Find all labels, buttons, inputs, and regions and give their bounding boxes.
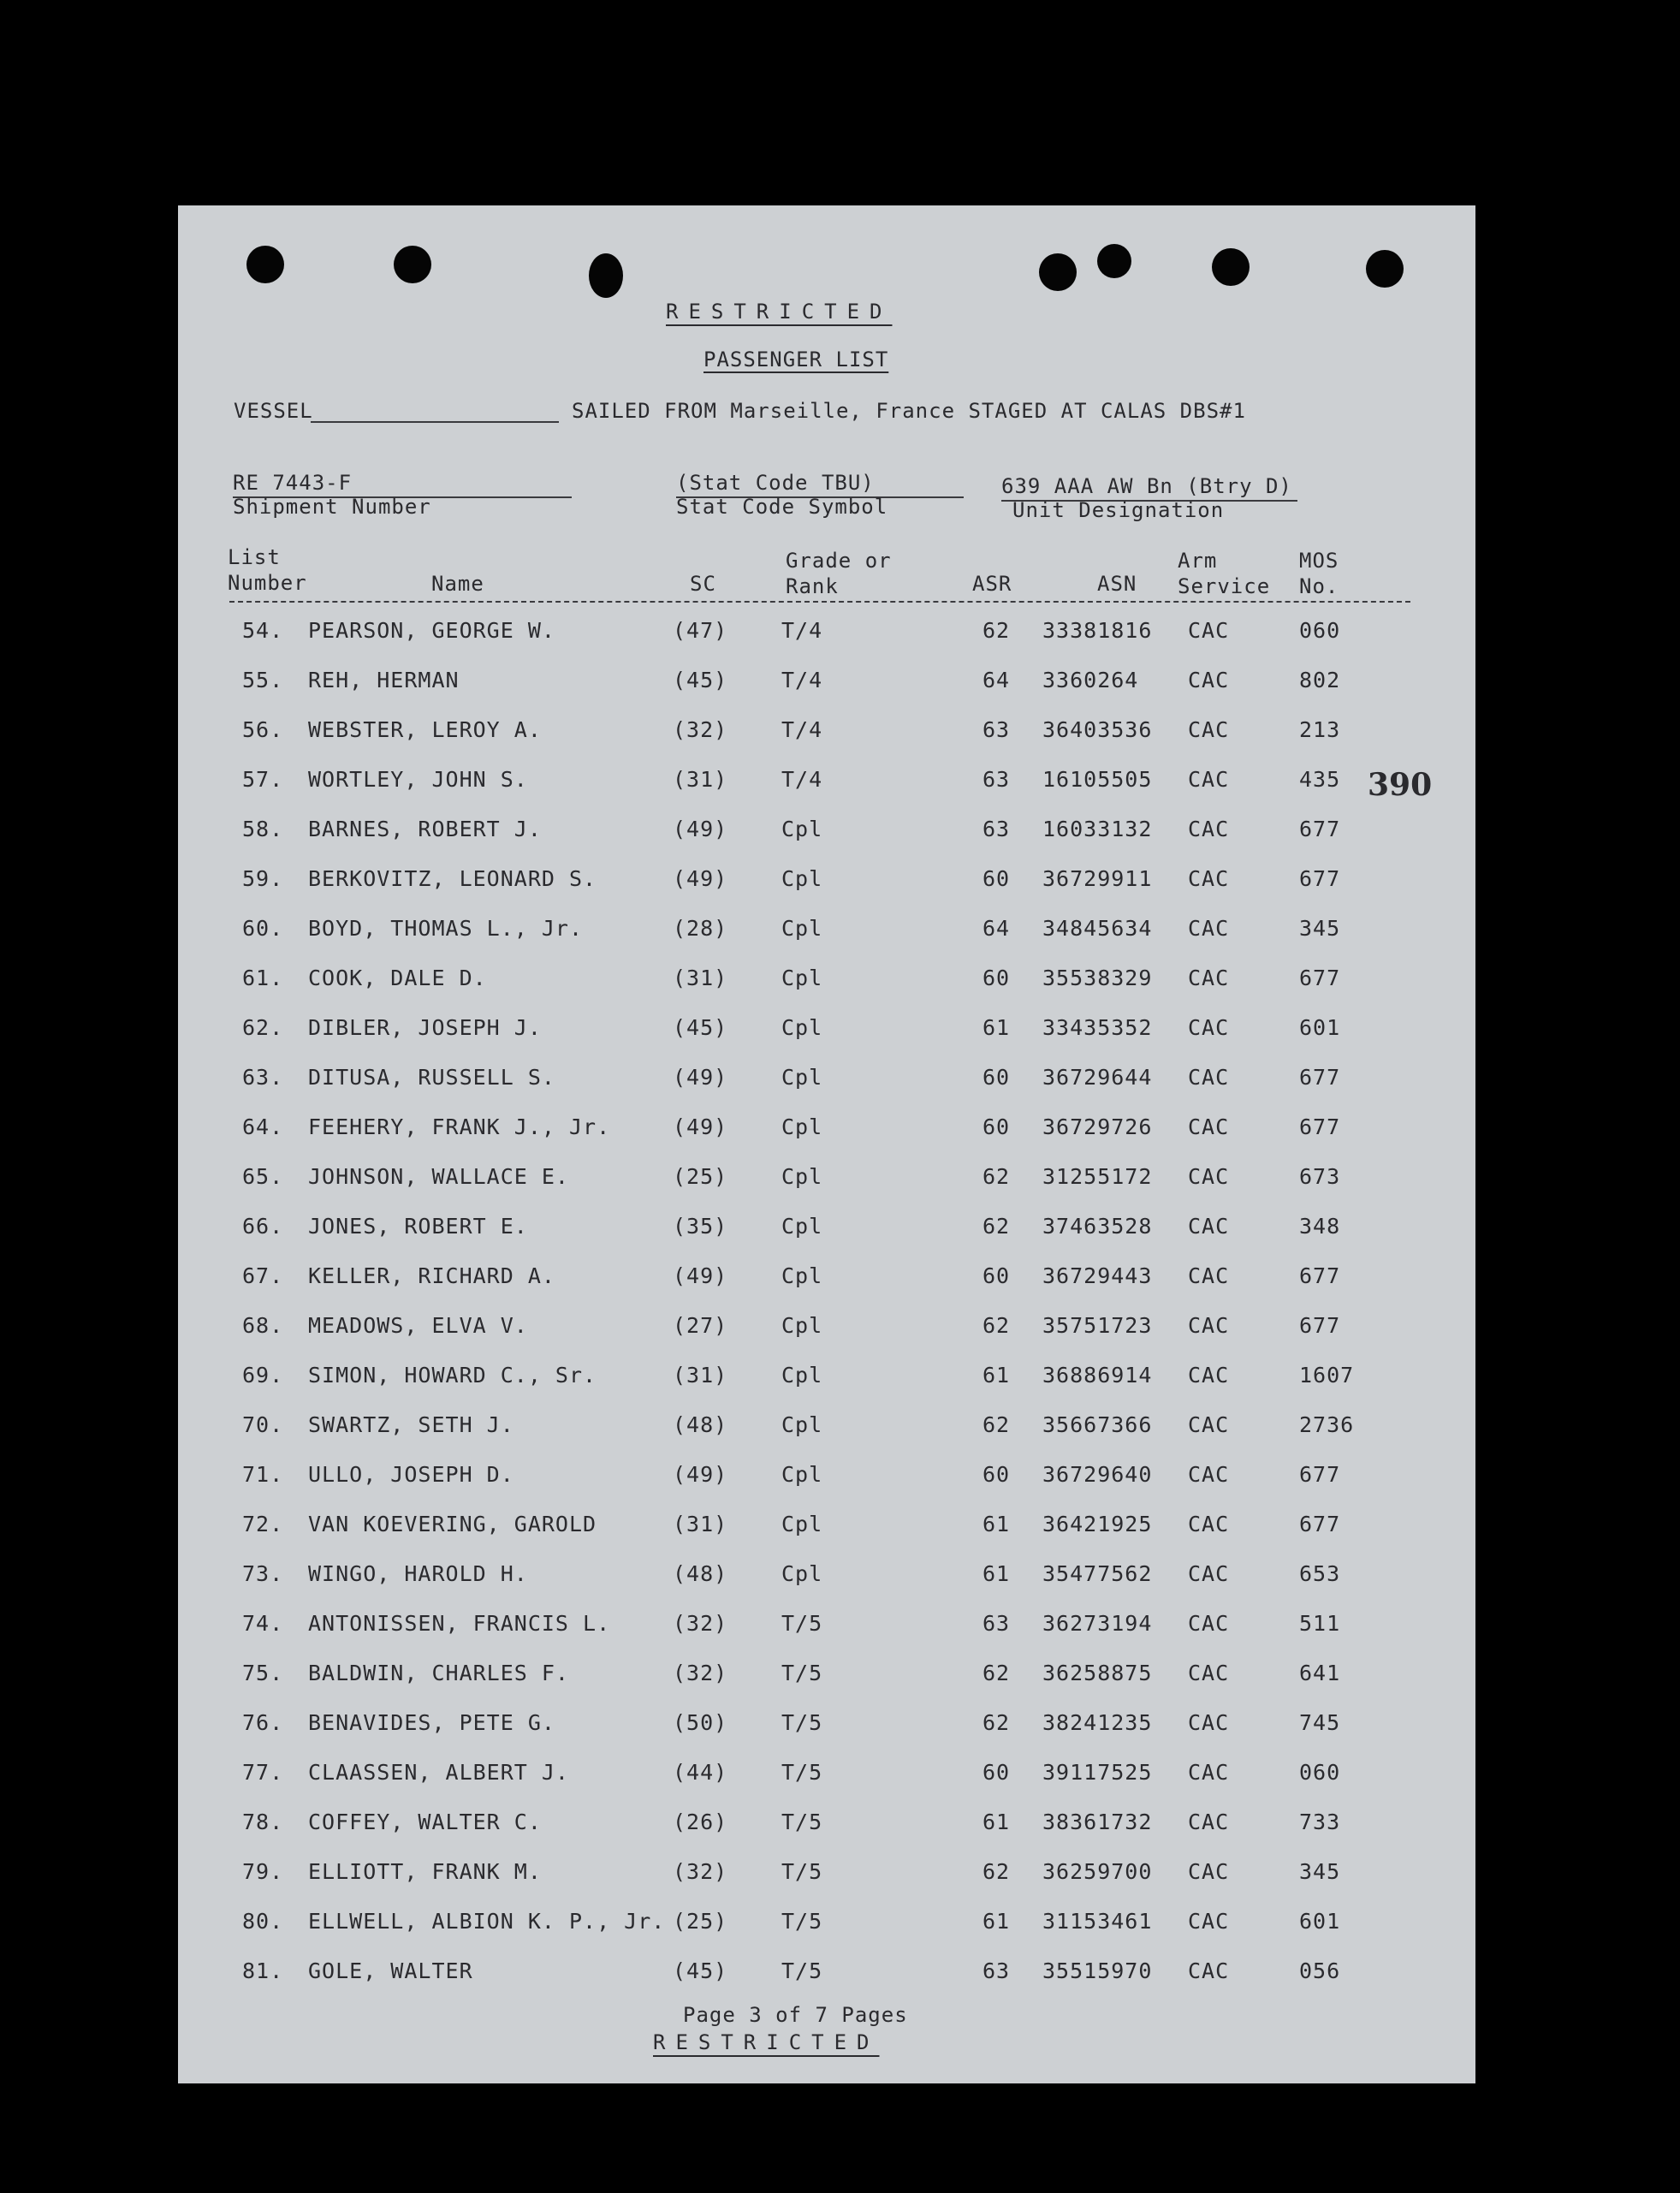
shipment-number-label: Shipment Number [233, 495, 431, 519]
table-row: 57. WORTLEY, JOHN S. (31) T/4 63 16105505 CAC 435 [242, 767, 1341, 792]
table-row: 78. COFFEY, WALTER C. (26) T/5 61 38361732 CAC 733 [242, 1810, 1341, 1834]
table-row: 63. DITUSA, RUSSELL S. (49) Cpl 60 36729644 CAC 677 [242, 1065, 1341, 1090]
punch-hole [1039, 253, 1077, 291]
table-row: 74. ANTONISSEN, FRANCIS L. (32) T/5 63 36273194 CAC 511 [242, 1611, 1341, 1636]
page-stamp-number: 390 [1368, 767, 1433, 803]
table-row: 59. BERKOVITZ, LEONARD S. (49) Cpl 60 36729911 CAC 677 [242, 866, 1341, 891]
table-row: 77. CLAASSEN, ALBERT J. (44) T/5 60 39117525 CAC 060 [242, 1760, 1341, 1785]
unit-designation-value: 639 AAA AW Bn (Btry D) [1001, 474, 1292, 498]
vessel-label: VESSEL [234, 399, 313, 423]
col-mos: MOS No. [1299, 549, 1339, 598]
col-name: Name [431, 572, 484, 596]
table-row: 55. REH, HERMAN (45) T/4 64 3360264 CAC 802 [242, 668, 1341, 692]
table-row: 80. ELLWELL, ALBION K. P., Jr. (25) T/5 61 31153461 CAC 601 [242, 1909, 1341, 1934]
table-row: 64. FEEHERY, FRANK J., Jr. (49) Cpl 60 36729726 CAC 677 [242, 1114, 1341, 1139]
col-grade: Grade or Rank [786, 549, 892, 598]
restricted-footer: RESTRICTED [653, 2030, 880, 2054]
punch-hole [589, 253, 623, 298]
table-row: 69. SIMON, HOWARD C., Sr. (31) Cpl 61 36886914 CAC 1607 [242, 1363, 1355, 1388]
table-row: 56. WEBSTER, LEROY A. (32) T/4 63 36403536 CAC 213 [242, 717, 1341, 742]
table-row: 73. WINGO, HAROLD H. (48) Cpl 61 35477562 CAC 653 [242, 1561, 1341, 1586]
col-asr: ASR [972, 572, 1012, 596]
unit-designation-label: Unit Designation [1012, 498, 1225, 522]
table-row: 81. GOLE, WALTER (45) T/5 63 35515970 CAC 056 [242, 1958, 1341, 1983]
punch-hole [1212, 248, 1250, 286]
table-row: 66. JONES, ROBERT E. (35) Cpl 62 37463528 CAC 348 [242, 1214, 1341, 1239]
document-page [178, 205, 1475, 2083]
table-row: 71. ULLO, JOSEPH D. (49) Cpl 60 36729640 CAC 677 [242, 1462, 1341, 1487]
punch-hole [394, 246, 431, 283]
col-asn: ASN [1097, 572, 1137, 596]
table-row: 68. MEADOWS, ELVA V. (27) Cpl 62 35751723 CAC 677 [242, 1313, 1341, 1338]
table-row: 62. DIBLER, JOSEPH J. (45) Cpl 61 33435352 CAC 601 [242, 1015, 1341, 1040]
table-row: 67. KELLER, RICHARD A. (49) Cpl 60 36729443 CAC 677 [242, 1263, 1341, 1288]
punch-hole [1366, 250, 1404, 288]
column-header-rule [229, 601, 1410, 603]
sailed-from-text: SAILED FROM Marseille, France STAGED AT CALAS DBS#1 [572, 399, 1246, 423]
restricted-heading: RESTRICTED [666, 300, 893, 324]
table-row: 76. BENAVIDES, PETE G. (50) T/5 62 38241235 CAC 745 [242, 1710, 1341, 1735]
stat-code-label: Stat Code Symbol [676, 495, 888, 519]
table-row: 79. ELLIOTT, FRANK M. (32) T/5 62 36259700 CAC 345 [242, 1859, 1341, 1884]
col-sc: SC [690, 572, 716, 596]
punch-hole [1097, 244, 1131, 278]
table-row: 72. VAN KOEVERING, GAROLD (31) Cpl 61 36421925 CAC 677 [242, 1512, 1341, 1536]
shipment-number-value: RE 7443-F [233, 471, 353, 495]
table-row: 70. SWARTZ, SETH J. (48) Cpl 62 35667366 CAC 2736 [242, 1412, 1355, 1437]
document-title: PASSENGER LIST [703, 348, 889, 371]
table-row: 61. COOK, DALE D. (31) Cpl 60 35538329 CAC 677 [242, 966, 1341, 990]
page-indicator: Page 3 of 7 Pages [683, 2003, 908, 2027]
punch-hole [246, 246, 284, 283]
col-arm-service: Arm Service [1178, 549, 1271, 598]
table-row: 65. JOHNSON, WALLACE E. (25) Cpl 62 31255172 CAC 673 [242, 1164, 1341, 1189]
table-row: 58. BARNES, ROBERT J. (49) Cpl 63 16033132 CAC 677 [242, 817, 1341, 841]
stat-code-value: (Stat Code TBU) [676, 471, 875, 495]
table-row: 75. BALDWIN, CHARLES F. (32) T/5 62 36258875 CAC 641 [242, 1661, 1341, 1685]
table-row: 54. PEARSON, GEORGE W. (47) T/4 62 33381816 CAC 060 [242, 618, 1341, 643]
col-list-number: List Number [228, 545, 307, 595]
table-row: 60. BOYD, THOMAS L., Jr. (28) Cpl 64 34845634 CAC 345 [242, 916, 1341, 941]
vessel-blank-line [311, 421, 559, 423]
